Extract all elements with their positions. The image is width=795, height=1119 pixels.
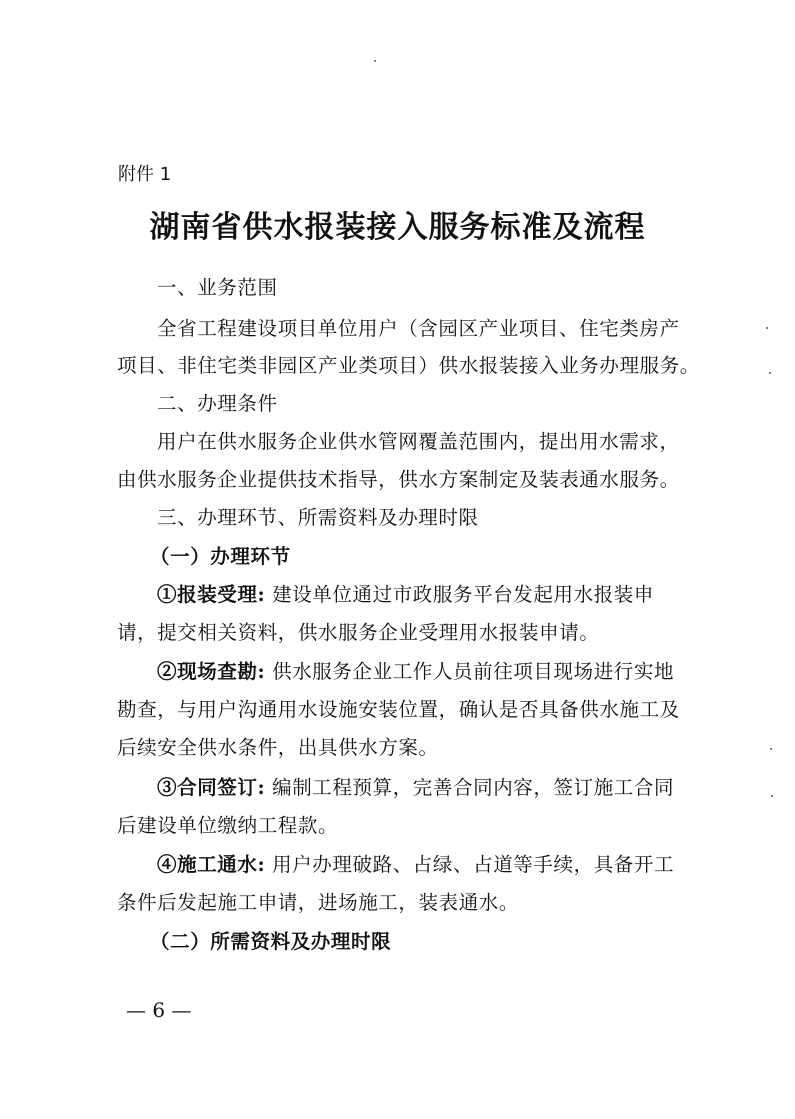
document-title: 湖南省供水报装接入服务标准及流程 (149, 210, 646, 245)
scan-speck (374, 60, 376, 62)
section1-heading: 一、业务范围 (157, 276, 278, 299)
step2-text1: 供水服务企业工作人员前往项目现场进行实地 (265, 660, 675, 683)
step1-line1 (157, 579, 654, 607)
scan-speck (766, 327, 768, 329)
section1-paragraph-line2: 项目、非住宅类非园区产业类项目）供水报装接入业务办理服务。 (117, 354, 700, 377)
step4-text1: 用户办理破路、占绿、占道等手续，具备开工 (265, 853, 675, 876)
section1-paragraph-line1: 全省工程建设项目单位用户（含园区产业项目、住宅类房产 (157, 317, 680, 340)
step1-label: ①报装受理: (157, 583, 266, 606)
step2-label: ②现场查勘: (157, 660, 266, 683)
step3-line2: 后建设单位缴纳工程款。 (117, 814, 339, 837)
attachment-label: 附件 1 (118, 164, 172, 185)
step4-line1 (157, 849, 674, 877)
scan-speck (770, 748, 772, 750)
step3-label: ③合同签订: (157, 776, 266, 799)
scan-speck (769, 372, 771, 374)
step2-line1 (157, 656, 674, 684)
step4-line2: 条件后发起施工申请，进场施工，装表通水。 (117, 891, 520, 914)
section3-heading: 三、办理环节、所需资料及办理时限 (157, 506, 479, 529)
subsection2-heading: （二）所需资料及办理时限 (150, 930, 392, 953)
step1-line2: 请，提交相关资料，供水服务企业受理用水报装申请。 (117, 621, 600, 644)
step2-line3: 后续安全供水条件，出具供水方案。 (117, 736, 439, 759)
step2-line2: 勘查，与用户沟通用水设施安装位置，确认是否具备供水施工及 (117, 698, 680, 721)
page-number: — 6 — (126, 998, 192, 1022)
scan-speck (771, 795, 773, 797)
step3-text1: 编制工程预算，完善合同内容，签订施工合同 (265, 776, 675, 799)
step1-text1: 建设单位通过市政服务平台发起用水报装申 (265, 583, 655, 606)
section2-heading: 二、办理条件 (157, 392, 278, 415)
subsection1-heading: （一）办理环节 (150, 545, 291, 568)
step3-line1 (157, 772, 674, 800)
step4-label: ④施工通水: (157, 853, 266, 876)
section2-paragraph-line2: 由供水服务企业提供技术指导，供水方案制定及装表通水服务。 (117, 468, 680, 491)
section2-paragraph-line1: 用户在供水服务企业供水管网覆盖范围内，提出用水需求， (157, 430, 680, 453)
